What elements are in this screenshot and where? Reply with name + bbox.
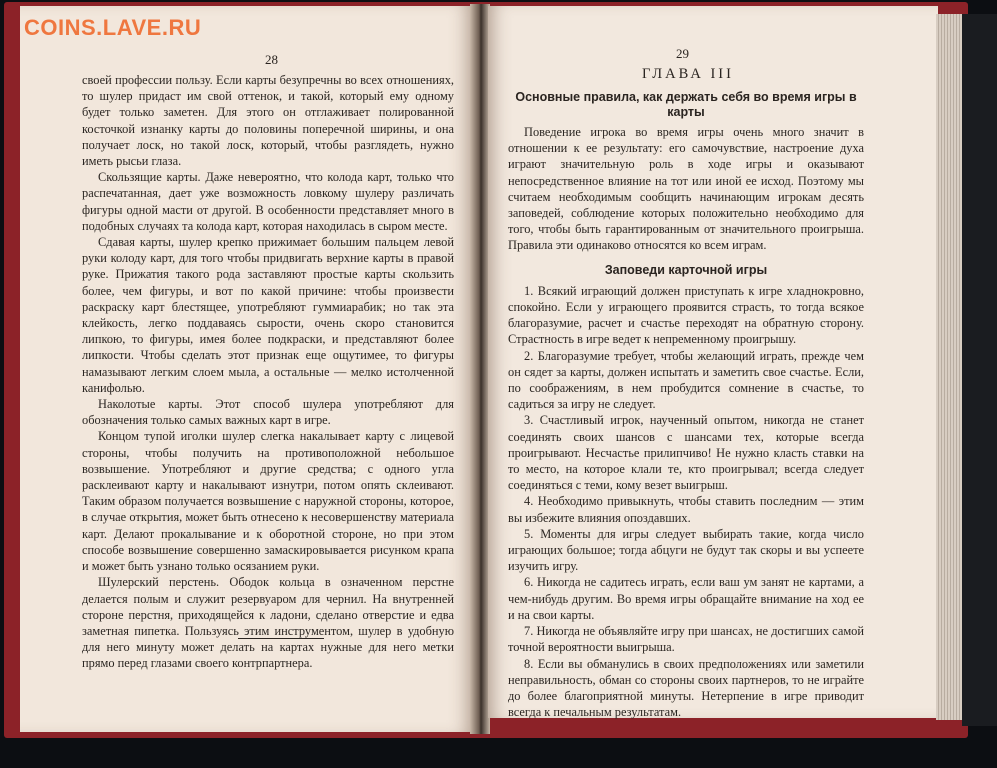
left-paragraph: Сдавая карты, шулер крепко прижимает большим пальцем левой руки колоду карт, для того чтобы придвигать верхние карты в правой руке. Прижатия такого рода заставляют простые карты скользить более, чем фигуры, и вот по какой причине: чтобы произвести раскраску карт блестящее, употребляют гуммиарабик; но так эта клейкость, легко поддаваясь сырости, очень скоро становится липкою, то фигуры, имея более подкраски, и представляют более липкости. Чтобы сделать этот признак еще ощутимее, то фигуры намазывают легким слоем мыла, а остальные — мелко истолченной канифолью. [82,235,454,395]
rule-item: 8. Если вы обманулись в своих предположениях или заметили неправильность, обман со стороны своих партнеров, то не играйте до более благоприятной минуты. Нетерпение в игре приводит всегда к печальным результатам. [508,656,864,720]
rule-item: 4. Необходимо привыкнуть, чтобы ставить последним — этим вы избежите влияния опоздавших. [508,494,864,525]
left-paragraph: Концом тупой иголки шулер слегка накалывает карту с лицевой стороны, чтобы получить на противоположной небольшое возвышение. Употребляют и другие средства; с одного угла расклеивают карту и накалывают изнутри, потом опять склеивают. Таким образом получается возвышение с наружной стороны, которое, в случае открытия, может быть отнесено к несовершенству материала карт. Делают прокалывание и к оборотной стороне, но при этом способе возвышение совершенно замаскировывается рисунком крапа и может быть узнано только осязанием руки. [82,429,454,574]
rule-item: 1. Всякий играющий должен приступать к игре хладнокровно, спокойно. Если у играющего проявится страсть, то тогда всякое благоразумие, расчет и счастье переходят на обратную сторону. Страстность в игре ведет к непременному проигрышу. [508,283,864,347]
left-paragraph: Шулерский перстень. Ободок кольца в означенном перстне делается полым и служит резервуаром для чернил. На внутренней стороне перстня, приходящейся к ладони, сделано отверстие и едва заметная пипетка. Пользуясь этим инструментом, шулер в удобную для него минуту может делать на картах нужные для него метки прямо перед глазами своего контрпартнера. [82,575,454,671]
right-page-number: 29 [676,46,689,61]
rule-item: 2. Благоразумие требует, чтобы желающий играть, прежде чем он сядет за карты, должен испытать и заметить свое счастье. Если, по соображениям, в нем пробудится сомнение в счастье, то садиться за игру не следует. [508,348,864,412]
left-page-text [82,72,454,672]
watermark: COINS.LAVE.RU [24,15,202,40]
rule-item: 6. Никогда не садитесь играть, если ваш ум занят не картами, а чем-нибудь другим. Во время игры обращайте внимание на ход ее и на свои карты. [508,575,864,622]
left-page-number: 28 [265,52,278,67]
rule-item: 5. Моменты для игры следует выбирать такие, когда число играющих большое; тогда абцуги не будут так скоры и вы успеете изучить игру. [508,526,864,574]
left-paragraph: Наколотые карты. Этот способ шулера употребляют для обозначения только самых важных карт в игре. [82,397,454,428]
chapter-intro: Поведение игрока во время игры очень много значит в отношении к ее результату: его самочувствие, настроение духа играют значительную роль в ходе игры и оказывают непосредственное влияние на тот или иной ее исход. Поэтому мы считаем необходимым сообщить начинающим игрокам десять заповедей, соблюдение которых положительно необходимо для того, чтобы быть гарантированным от значительного проигрыша. Правила эти одинаково относятся ко всем играм. [508,125,864,253]
page-edge-shadow [962,14,997,726]
chapter-heading: ГЛАВА III [642,66,734,82]
chapter-title: Основные правила, как держать себя во время игры в карты [515,90,857,119]
rule-item: 7. Никогда не объявляйте игру при шансах, не достигших самой точной вероятности выигрыша. [508,624,864,655]
page-edges [936,14,964,720]
book-gutter [470,4,490,734]
left-paragraph: своей профессии пользу. Если карты безупречны во всех отношениях, то шулер придаст им свой оттенок, и такой, который ему одному будет только заметен. Для этого он отглаживает полированной косточкой изнанку карты до половины поперечной ширины, и она получает лоск, но такой лоск, который, чтобы разглядеть, нужно иметь рысьи глаза. [82,73,454,169]
rule-item: 3. Счастливый игрок, наученный опытом, никогда не станет соединять своих шансов с шансами тех, которые всегда проигрывают. Несчастье прилипчиво! Не нужно класть ставки на то место, на которое клали те, кто проигрывал; всегда следует соединяться с теми, кому везет выигрыш. [508,413,864,493]
left-paragraph: Скользящие карты. Даже невероятно, что колода карт, только что распечатанная, дает уже возможность ловкому шулеру различать фигуры одной масти от другой. В особенности представляет много в подобных случаях та колода карт, которая находилась в сыром месте. [82,170,454,233]
right-page-text [508,124,864,720]
section-title: Заповеди карточной игры [604,262,768,277]
section-end-rule [238,638,324,639]
